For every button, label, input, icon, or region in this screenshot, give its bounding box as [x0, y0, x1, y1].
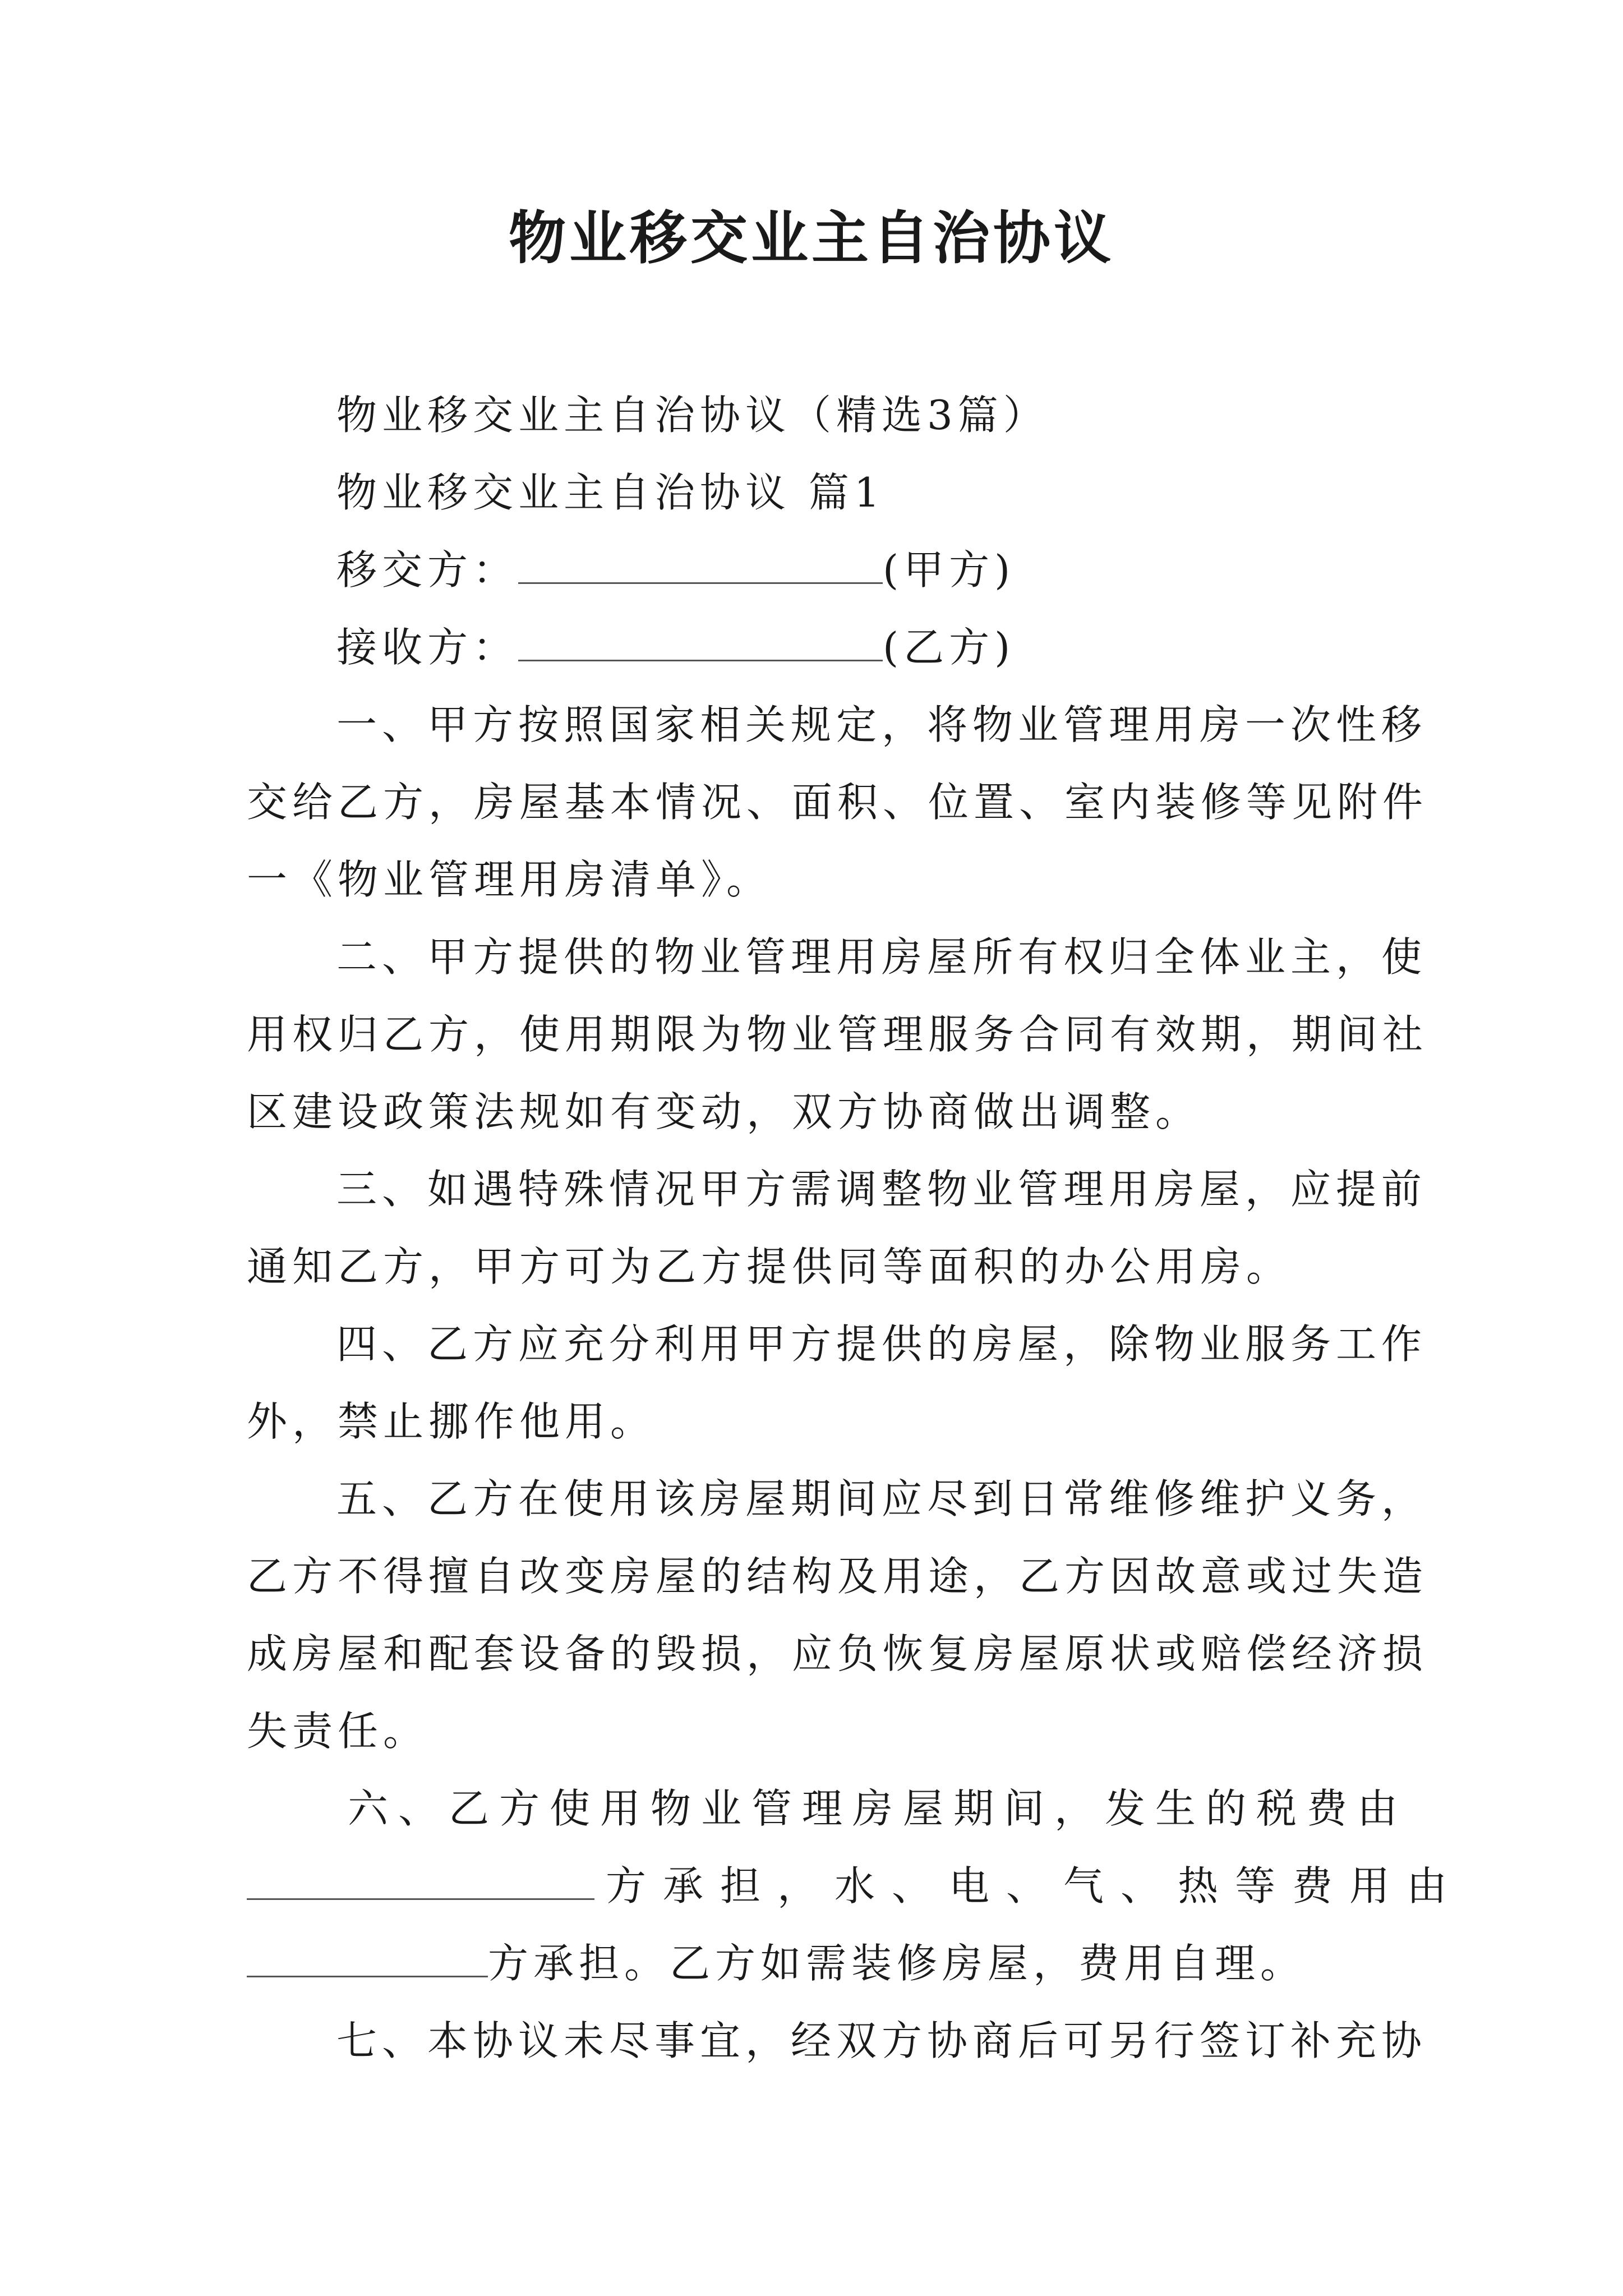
- receiver-label: 接收方：: [336, 624, 519, 671]
- clause-2-line-1: 二、甲方提供的物业管理用房屋所有权归全体业主，使: [336, 933, 1427, 981]
- clause-7-line-1: 七、本协议未尽事宜，经双方协商后可另行签订补充协: [336, 2017, 1427, 2064]
- clause-5-line-3: 成房屋和配套设备的毁损，应负恢复房屋原状或赔偿经济损: [247, 1630, 1428, 1677]
- clause-1-line-2: 交给乙方，房屋基本情况、面积、位置、室内装修等见附件: [247, 779, 1428, 826]
- document-title: 物业移交业主自治协议: [509, 205, 1114, 272]
- clause-4-line-2: 外，禁止挪作他用。: [247, 1398, 656, 1445]
- transferor-blank[interactable]: [518, 543, 883, 584]
- utility-payer-blank[interactable]: [247, 1936, 488, 1977]
- subtitle-part-1: 物业移交业主自治协议 篇1: [336, 469, 885, 516]
- clause-2-line-3: 区建设政策法规如有变动，双方协商做出调整。: [247, 1088, 1201, 1135]
- clause-1-line-3: 一《物业管理用房清单》。: [247, 856, 772, 903]
- transferor-suffix: (甲方): [883, 546, 1016, 593]
- clause-2-line-2: 用权归乙方，使用期限为物业管理服务合同有效期，期间社: [247, 1011, 1428, 1058]
- receiver-blank[interactable]: [518, 620, 883, 661]
- tax-payer-blank[interactable]: [247, 1859, 594, 1900]
- clause-6-line-3-text: 方承担。乙方如需装修房屋，费用自理。: [488, 1940, 1306, 1987]
- receiver-line: [336, 619, 1472, 675]
- clause-1-line-1: 一、甲方按照国家相关规定，将物业管理用房一次性移: [336, 701, 1427, 748]
- transferor-label: 移交方：: [336, 546, 519, 593]
- clause-6-line-2-text: 方承担，水、电、气、热等费用由: [606, 1862, 1464, 1910]
- receiver-suffix: (乙方): [883, 624, 1016, 671]
- clause-5-line-4: 失责任。: [247, 1708, 429, 1755]
- clause-4-line-1: 四、乙方应充分利用甲方提供的房屋，除物业服务工作: [336, 1320, 1427, 1368]
- clause-5-line-1: 五、乙方在使用该房屋期间应尽到日常维修维护义务，: [336, 1475, 1427, 1522]
- subtitle-collection: 物业移交业主自治协议（精选3篇）: [336, 392, 1049, 439]
- clause-5-line-2: 乙方不得擅自改变房屋的结构及用途，乙方因故意或过失造: [247, 1553, 1428, 1600]
- clause-3-line-1: 三、如遇特殊情况甲方需调整物业管理用房屋，应提前: [336, 1166, 1427, 1213]
- clause-6-line-1: 六、乙方使用物业管理房屋期间，发生的税费由: [348, 1785, 1408, 1832]
- transferor-line: [336, 542, 1472, 598]
- clause-3-line-2: 通知乙方，甲方可为乙方提供同等面积的办公用房。: [247, 1243, 1292, 1290]
- clause-6-line-3: [247, 1935, 1382, 1991]
- clause-6-line-2: [247, 1858, 1464, 1914]
